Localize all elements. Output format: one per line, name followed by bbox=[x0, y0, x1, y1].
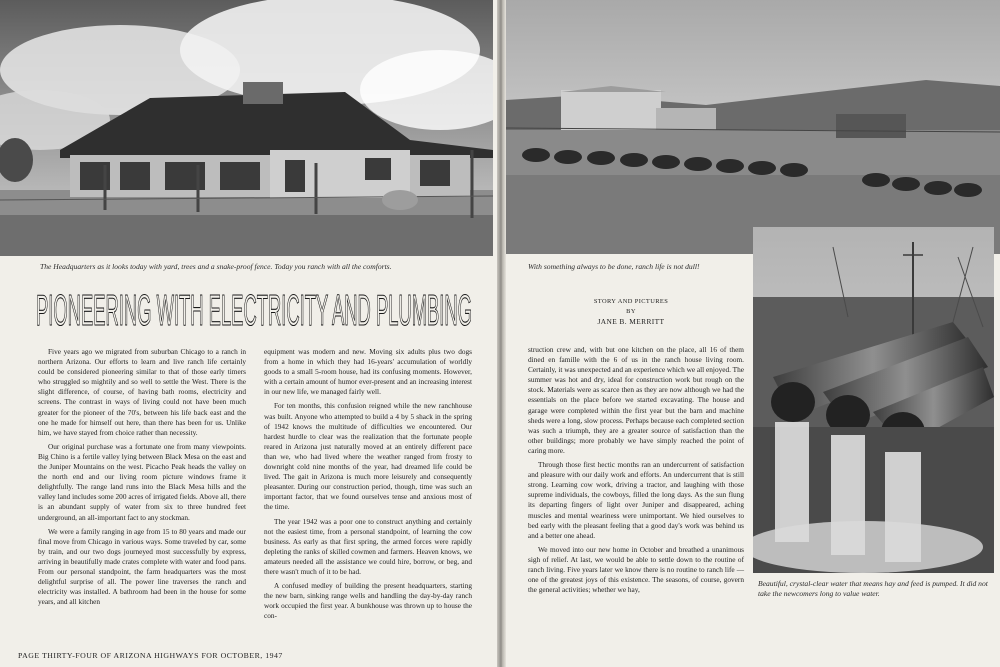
cattle-barn-photo bbox=[506, 0, 1000, 254]
paragraph: A confused medley of building the present headquarters, starting the new barn, sinking range wells and handling the day-by-day ranch work occupied the first year. A bunkhouse was thrown up to house the con- bbox=[264, 581, 472, 621]
paragraph: The year 1942 was a poor one to construct anything and certainly not the easiest time, from a personal standpoint, of learning the cow business. As early as that first spring, the armed forces were rapidly depleting the ranks of skilled cowmen and farmers. Heaven knows, we amateurs needed all the assistance we could hire, borrow, or beg, and there wasn't much of it to be had. bbox=[264, 516, 472, 576]
left-magazine-page bbox=[0, 0, 497, 667]
paragraph: Our original purchase was a fortunate one from many viewpoints. Big Chino is a fertile valley lying between Black Mesa on the east and the Juniper Mountains on the west. Picacho Peak heads the valley on the north end and our living room picture windows frame it delightfully. The range land runs into the Black Mesa hills and the valley land includes some 200 acres of irrigated fields. Above all, there is an abundant supply of water from six to three hundred feet underground, an all-important fact to any stockman. bbox=[38, 441, 246, 522]
byline-line-1: STORY AND PICTURES bbox=[593, 298, 669, 305]
article-headline bbox=[34, 283, 474, 333]
irrigation-water-photo bbox=[753, 227, 994, 573]
page-folio: PAGE THIRTY-FOUR OF ARIZONA HIGHWAYS FOR OCTOBER, 1947 bbox=[18, 651, 283, 660]
article-column-3 bbox=[528, 345, 744, 599]
ranch-headquarters-photo bbox=[0, 0, 493, 256]
right-magazine-page bbox=[506, 0, 1000, 667]
cattle-caption: With something always to be done, ranch life is not dull! bbox=[528, 262, 700, 271]
paragraph: We were a family ranging in age from 15 to 80 years and made our final move from Chicago in various ways. Some traveled by car, some by train, and our two dogs journeyed most successfully by express, arriving in beautifully made crates complete with water and food pans. From our personal standpoint, the farm headquarters was the most delightful surprise of all. The power line traverses the ranch and electricity was installed. A bathroom had been in the house for some years, and all kitchen bbox=[38, 526, 246, 607]
article-column-2 bbox=[264, 347, 472, 625]
paragraph: We moved into our new home in October and breathed a unanimous sigh of relief. At last, we would be able to settle down to the routine of ranch living. Five years later we know there is no routine to ranch life — one of the greatest joys of this existence. The seasons, of course, govern the general activities; whether we hay, bbox=[528, 544, 744, 595]
headquarters-caption: The Headquarters as it looks today with yard, trees and a snake-proof fence. Today you ranch with all the comforts. bbox=[40, 262, 392, 271]
paragraph: Five years ago we migrated from suburban Chicago to a ranch in northern Arizona. Our efforts to learn and live ranch life certainly could be considered pioneering similar to that of those early timers who struggled so mightily and so well to settle the West. There is the slight difference, of course, of having bath rooms, electricity and screens. The contrast in ways of living could not have been much greater for the pioneer of the 70's, between his life back east and the one he made for himself out here, than there has been for us. Unlike him, we have stayed from choice rather than necessity. bbox=[38, 347, 246, 437]
byline-author: JANE B. MERRITT bbox=[597, 317, 665, 326]
article-column-1 bbox=[38, 347, 246, 611]
paragraph: equipment was modern and new. Moving six adults plus two dogs from a home in which they had 16-years' accumulation of worldly goods to a small 5-room house, had its confusing moments. However, with a certain amount of humor ever-present and an increasing interest in our new life, we managed fairly well. bbox=[264, 347, 472, 397]
page-gutter bbox=[497, 0, 506, 667]
paragraph: Through those first hectic months ran an undercurrent of satisfaction and pleasure with our daily work and efforts. An undercurrent that is still strong. Learning cow work, driving a tractor, and laughing with those supreme individuals, the cowboys, filled the long days. As the sun flung its departing fingers of light over Juniper and disappeared, aching muscles and mental weariness were unimportant. We hied ourselves to bed early with the pleasant feeling that a good day's work was behind us and a better one ahead. bbox=[528, 460, 744, 540]
paragraph: struction crew and, with but one kitchen on the place, all 16 of them dined en famille with the 6 of us in the ranch house living room. Certainly, it was unexpected and an experience which we all enjoyed. The summer was hot and dry, ideal for construction work but rough on the stock. Materials were as scarce then as they are now although we had the essentials on the place before we started excavating. The house and garage were completed within the first year but the barn and machine sheds were a long, slow process. Perhaps because each completed section was such a triumph, they are a greater source of satisfaction than the other buildings; more probably we have simply reached the point of caring more. bbox=[528, 345, 744, 455]
water-caption: Beautiful, crystal-clear water that means hay and feed is pumped. It did not take the newcomers long to value water. bbox=[758, 579, 988, 598]
byline-line-2: BY bbox=[626, 308, 636, 315]
paragraph: For ten months, this confusion reigned while the new ranchhouse was built. Anyone who attempted to build a 4 by 5 shack in the spring of 1942 knows the multitude of difficulties we encountered. Our hardest hurdle to clear was the realization that the fortunate people reared in Arizona just naturally moved at an entirely different pace than we, who had lived where the weather ranged from frosty to downright cold nine months of the year, had dreamed life could be lived. The gait in Arizona is much more leisurely and consequently pleasanter. During our construction period, though, time was such an important factor, that we found ourselves tense and anxious most of the time. bbox=[264, 401, 472, 512]
headline-text: PIONEERING WITH ELECTRICITY AND PLUMBING bbox=[36, 286, 472, 333]
byline bbox=[566, 297, 696, 327]
